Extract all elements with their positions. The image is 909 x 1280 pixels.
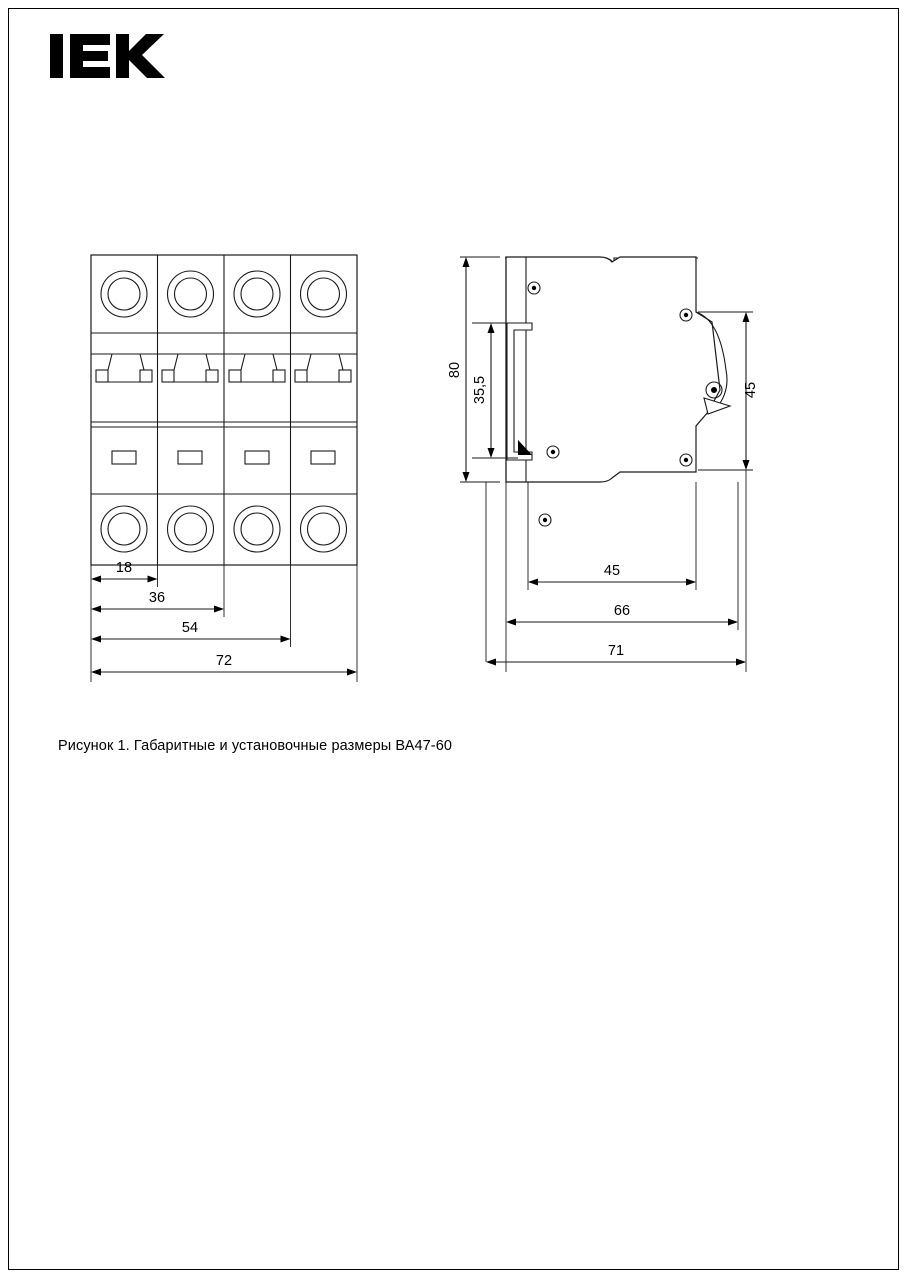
side-dim-80-label: 80 [447,361,463,379]
side-dim-80 [447,257,470,482]
side-dim-66 [506,603,738,626]
side-dim-45-horizontal [528,563,696,586]
front-dim-72 [91,653,357,676]
front-view [91,255,357,682]
side-dim-35-5 [472,323,495,458]
figure-caption: Рисунок 1. Габаритные и установочные размеры ВА47-60 [58,738,453,754]
side-dim-71-label: 71 [607,643,625,659]
front-dim-18-label: 18 [115,560,133,576]
front-dim-36-label: 36 [148,590,166,606]
front-dim-54-label: 54 [181,620,199,636]
side-dim-45-horizontal-label: 45 [603,563,621,579]
iek-logo [48,30,178,86]
side-dim-45-vertical [743,312,760,470]
front-dim-72-label: 72 [215,653,233,669]
side-dim-66-label: 66 [613,603,631,619]
dimension-drawing [48,230,848,710]
side-dim-45-vertical-label: 45 [743,381,759,399]
side-dim-35-5-label: 35,5 [472,375,488,405]
front-dim-36 [91,590,224,613]
front-dim-54 [91,620,291,643]
side-view [447,255,759,672]
